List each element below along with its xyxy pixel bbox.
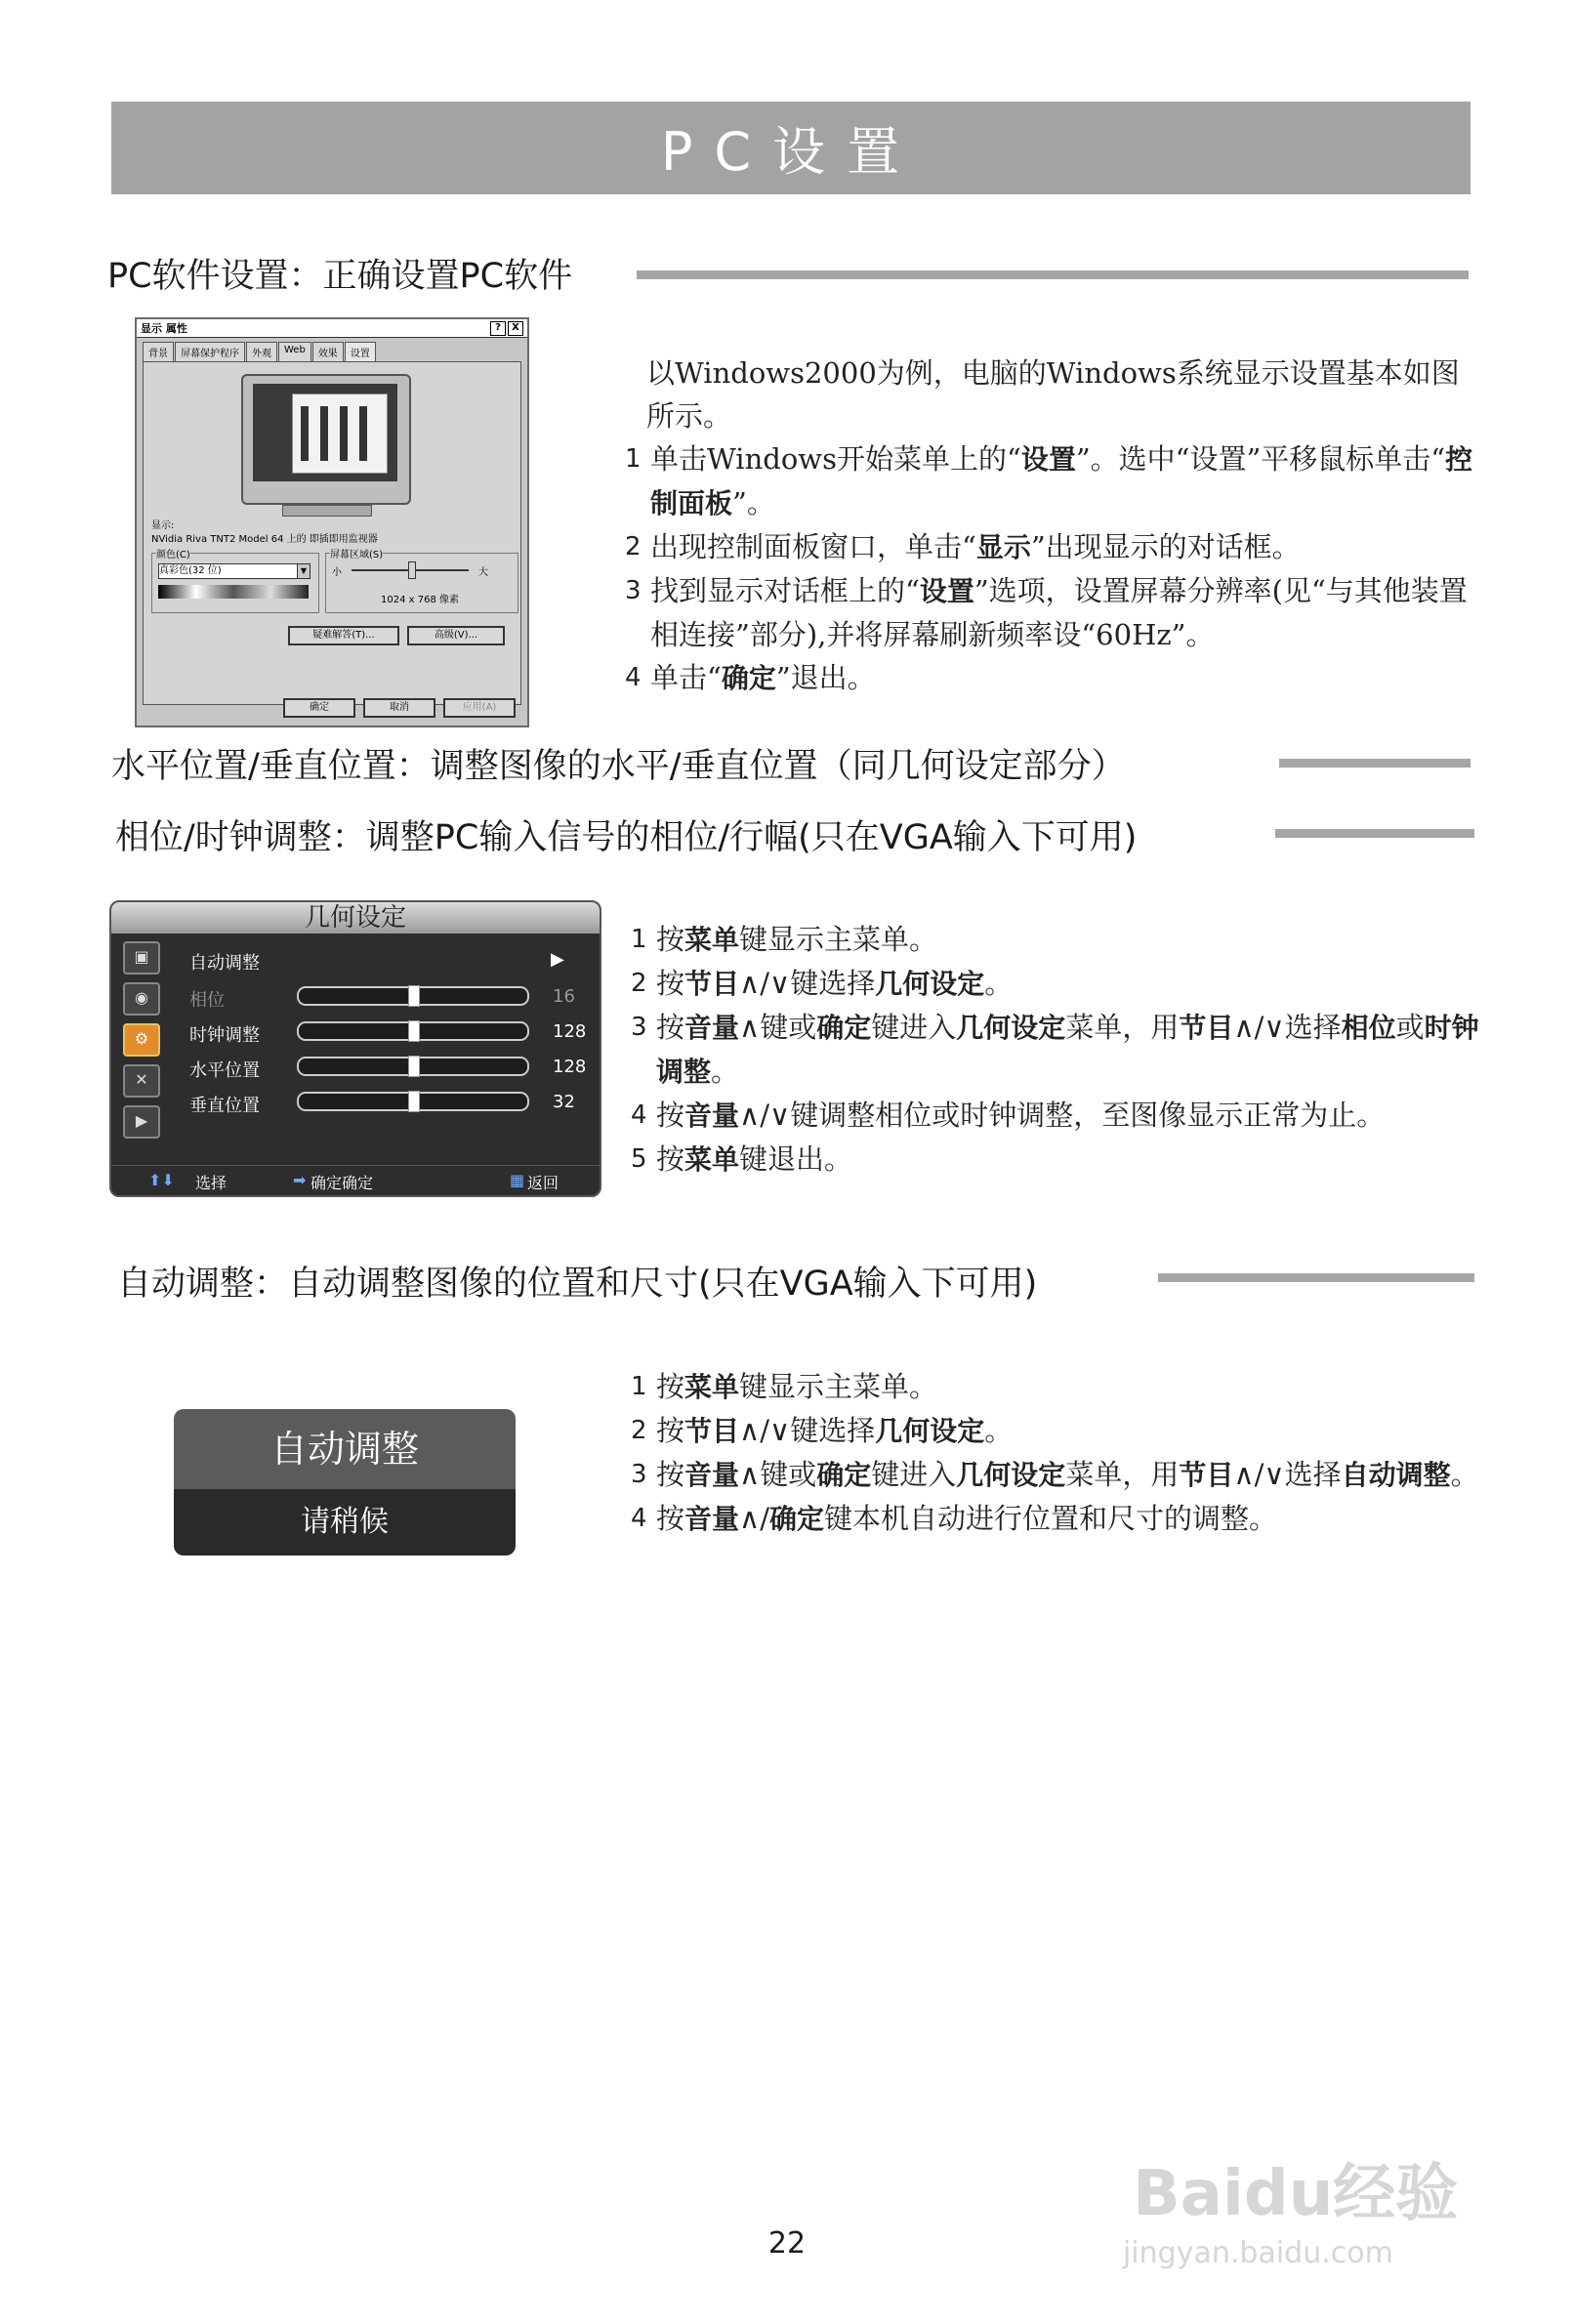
- step-text: ∧/: [739, 1502, 770, 1535]
- page-number: 22: [767, 2226, 807, 2261]
- osd-category-icons: [119, 941, 164, 1146]
- step-text: 键退出。: [739, 1142, 853, 1176]
- colors-value: 真彩色(32 位): [159, 565, 222, 576]
- step-keyword: 设置: [1020, 443, 1076, 476]
- list-item: [631, 1497, 1480, 1541]
- icon-grid-preview: [301, 406, 379, 461]
- intro-paragraph: 以Windows2000为例，电脑的Windows系统显示设置基本如图所示。: [646, 356, 1460, 433]
- osd-row-h-position[interactable]: [189, 1057, 260, 1082]
- step-text: 。: [711, 1055, 740, 1088]
- resolution-slider-thumb[interactable]: [408, 561, 416, 579]
- step-text: 按: [656, 1099, 685, 1132]
- geometry-osd-menu: [109, 900, 601, 1197]
- list-item: [631, 1453, 1480, 1497]
- step-keyword: 菜单: [684, 924, 740, 956]
- phase-value: 16: [553, 986, 575, 1007]
- list-item: [631, 962, 1480, 1006]
- list-item: [625, 656, 1474, 700]
- chevron-down-icon[interactable]: ▼: [297, 564, 310, 578]
- step-number: 5: [631, 1144, 647, 1174]
- auto-adjust-status: 请稍候: [174, 1489, 516, 1556]
- picture-icon[interactable]: ▣: [123, 941, 160, 975]
- colors-label: 颜色(C): [156, 546, 190, 560]
- step-text: 键本机自动进行位置和尺寸的调整。: [824, 1502, 1278, 1535]
- step-keyword: 自动调整: [1341, 1459, 1451, 1491]
- step-text: 键显示主菜单。: [739, 923, 938, 956]
- dialog-title: 显示 属性: [141, 322, 187, 335]
- page-banner: [111, 102, 1470, 194]
- step-text: ∧键或: [739, 1458, 817, 1491]
- step-text: 。: [984, 967, 1014, 1000]
- geometry-icon[interactable]: ⚙: [123, 1023, 160, 1057]
- step-keyword: 音量: [684, 1100, 740, 1132]
- step-keyword: 音量: [684, 1503, 740, 1535]
- step-keyword: 节目: [684, 968, 740, 1000]
- list-item: [625, 525, 1474, 569]
- step-keyword: 几何设定: [956, 1459, 1066, 1491]
- section1-text: [625, 352, 1474, 700]
- step-text: 按: [656, 1370, 685, 1403]
- list-item: [631, 1006, 1480, 1094]
- section-heading-auto-adjust: 自动调整：自动调整图像的位置和尺寸(只在VGA输入下可用): [117, 1265, 1038, 1304]
- step-text: 菜单，用: [1065, 1011, 1180, 1044]
- tab-appearance[interactable]: 外观: [246, 342, 277, 361]
- step-keyword: 确定: [769, 1503, 825, 1535]
- step-number: 1: [625, 444, 642, 474]
- tab-web[interactable]: Web: [278, 342, 311, 361]
- step-keyword: 节目: [1179, 1012, 1234, 1044]
- step-keyword: 几何设定: [875, 1415, 985, 1447]
- step-keyword: 确定: [721, 662, 776, 694]
- step-keyword: 音量: [684, 1012, 740, 1044]
- step-text: 找到显示对话框上的“: [650, 574, 920, 607]
- step-number: 4: [631, 1100, 647, 1130]
- section-heading-pc-software: PC软件设置：正确设置PC软件: [107, 257, 573, 296]
- step-text: 单击Windows开始菜单上的“: [650, 442, 1021, 476]
- ok-button[interactable]: 确定: [283, 698, 355, 718]
- area-large-label: 大: [478, 567, 488, 578]
- tab-effects[interactable]: 效果: [312, 342, 344, 361]
- osd-row-label: 相位: [189, 990, 225, 1011]
- step-keyword: 控制面板: [650, 443, 1473, 519]
- step-text: 按: [656, 1458, 685, 1491]
- step-number: 2: [631, 969, 647, 998]
- step-text: ∧/∨选择: [1233, 1458, 1342, 1491]
- resolution-value: 1024 x 768 像素: [381, 595, 459, 605]
- osd-row-clock[interactable]: [189, 1021, 260, 1047]
- advanced-button[interactable]: 高级(V)...: [407, 626, 505, 645]
- section-rule: [637, 270, 1469, 279]
- step-text: 按: [656, 923, 685, 956]
- step-keyword: 几何设定: [875, 968, 985, 1000]
- section4-steps: [631, 1365, 1480, 1541]
- monitor-stand: [282, 505, 372, 517]
- step-number: 4: [625, 663, 642, 692]
- step-text: 按: [656, 967, 685, 1000]
- footer-confirm-label: 确定确定: [311, 1174, 374, 1192]
- step-number: 1: [631, 925, 647, 954]
- step-number: 4: [631, 1504, 647, 1533]
- step-text: 按: [656, 1011, 685, 1044]
- footer-select-label: 选择: [195, 1174, 228, 1192]
- tools-icon[interactable]: ✕: [123, 1064, 160, 1098]
- step-text: ”选项，设置屏幕分辨率(见“与其他装置相连接”部分),并将屏幕刷新频率设“60Hz”。: [650, 574, 1468, 651]
- step-text: 键进入: [871, 1458, 957, 1491]
- watermark-brand: Baidu经验: [1133, 2158, 1459, 2230]
- tab-screensaver[interactable]: 屏幕保护程序: [175, 342, 245, 361]
- step-number: 3: [625, 576, 642, 605]
- step-keyword: 几何设定: [956, 1012, 1066, 1044]
- step-number: 3: [631, 1460, 647, 1489]
- display-properties-dialog: [135, 317, 529, 727]
- step-number: 2: [625, 532, 642, 561]
- display-label: 显示:: [151, 520, 175, 531]
- setup-icon[interactable]: ▶: [123, 1105, 160, 1139]
- step-text: ∧/∨键选择: [739, 967, 876, 1000]
- section-rule: [1279, 759, 1470, 768]
- footer-back-label: 返回: [527, 1174, 559, 1192]
- section-heading-position: 水平位置/垂直位置：调整图像的水平/垂直位置（同几何设定部分）: [111, 747, 1126, 786]
- step-text: 出现控制面板窗口，单击“: [650, 530, 976, 563]
- osd-row-label: 垂直位置: [189, 1096, 260, 1116]
- watermark-url: jingyan.baidu.com: [1123, 2236, 1393, 2270]
- osd-row-label: 时钟调整: [189, 1025, 260, 1046]
- step-text: 按: [656, 1502, 685, 1535]
- screen-area-label: 屏幕区域(S): [330, 546, 383, 560]
- clock-slider[interactable]: [297, 1021, 529, 1041]
- step-text: ∧/∨键选择: [739, 1414, 876, 1447]
- dialog-tabs: [137, 338, 527, 361]
- step-keyword: 音量: [684, 1459, 740, 1491]
- step-text: ∧键或: [739, 1011, 817, 1044]
- step-text: 或: [1395, 1011, 1425, 1044]
- v-position-slider-knob[interactable]: [408, 1091, 420, 1112]
- osd-row-phase[interactable]: [189, 986, 225, 1012]
- step-text: ”退出。: [775, 661, 876, 694]
- step-keyword: 节目: [684, 1415, 740, 1447]
- clock-value: 128: [553, 1021, 587, 1042]
- arrow-right-icon: ▶: [551, 949, 564, 970]
- step-text: 菜单，用: [1065, 1458, 1180, 1491]
- step-text: 按: [656, 1414, 685, 1447]
- auto-adjust-title: 自动调整: [174, 1409, 516, 1489]
- tab-background[interactable]: 背景: [143, 342, 174, 361]
- step-text: ∧/∨键调整相位或时钟调整，至图像显示正常为止。: [739, 1099, 1386, 1132]
- dialog-titlebar: [137, 319, 527, 338]
- step-number: 3: [631, 1013, 647, 1042]
- step-keyword: 节目: [1179, 1459, 1234, 1491]
- area-small-label: 小: [332, 567, 342, 578]
- step-keyword: 确定: [816, 1012, 872, 1044]
- osd-row-label: 水平位置: [189, 1060, 260, 1081]
- step-keyword: 设置: [919, 575, 974, 607]
- section-heading-phase-clock: 相位/时钟调整：调整PC输入信号的相位/行幅(只在VGA输入下可用): [115, 818, 1138, 857]
- settings-panel: [143, 361, 521, 705]
- monitor-screen: [253, 384, 397, 489]
- step-text: 。: [1450, 1458, 1479, 1491]
- step-keyword: 时钟调整: [656, 1012, 1479, 1088]
- close-button[interactable]: X: [508, 321, 523, 336]
- adapter-name: NVidia Riva TNT2 Model 64 上的 即插即用监视器: [151, 534, 378, 545]
- step-text: ”。: [732, 486, 775, 519]
- step-keyword: 菜单: [684, 1143, 740, 1176]
- auto-adjust-popup: [174, 1409, 516, 1556]
- monitor-preview: [241, 374, 411, 505]
- troubleshoot-button[interactable]: 疑难解答(T)...: [288, 626, 399, 645]
- color-bar-preview: [158, 585, 309, 599]
- section3-steps: [631, 918, 1480, 1182]
- step-keyword: 确定: [816, 1459, 872, 1491]
- clock-slider-knob[interactable]: [408, 1020, 420, 1042]
- step-text: 键进入: [871, 1011, 957, 1044]
- colors-group: [151, 550, 319, 613]
- menu-icon: ▦: [510, 1171, 525, 1189]
- osd-title: 几何设定: [111, 902, 600, 934]
- help-button[interactable]: ?: [490, 321, 506, 336]
- osd-footer: [111, 1165, 600, 1195]
- h-position-slider[interactable]: [297, 1057, 529, 1076]
- arrow-right-icon: ➡: [293, 1171, 307, 1189]
- page-title: PC设置: [660, 121, 922, 183]
- step-text: 单击“: [650, 661, 722, 694]
- list-item: [631, 1138, 1480, 1182]
- phase-slider-knob[interactable]: [408, 985, 420, 1007]
- tab-settings[interactable]: 设置: [345, 342, 376, 361]
- h-position-value: 128: [553, 1057, 587, 1077]
- list-item: [625, 569, 1474, 656]
- section-rule: [1158, 1273, 1474, 1282]
- section-rule: [1275, 829, 1474, 838]
- phase-slider[interactable]: [297, 986, 529, 1006]
- taskbar-preview: [253, 481, 397, 489]
- osd-row-auto-adjust[interactable]: [189, 949, 260, 975]
- v-position-slider[interactable]: [297, 1092, 529, 1111]
- step-text: 。: [984, 1414, 1014, 1447]
- step-keyword: 相位: [1341, 1012, 1396, 1044]
- step-number: 2: [631, 1416, 647, 1445]
- up-down-arrow-icon: ⬆⬇: [148, 1171, 175, 1189]
- osd-row-v-position[interactable]: [189, 1092, 260, 1117]
- list-item: [631, 1094, 1480, 1138]
- step-text: ”出现显示的对话框。: [1030, 530, 1301, 563]
- apply-button[interactable]: 应用(A): [443, 698, 516, 718]
- step-text: 键显示主菜单。: [739, 1370, 938, 1403]
- sound-icon[interactable]: ◉: [123, 982, 160, 1016]
- list-item: [631, 918, 1480, 962]
- step-keyword: 显示: [975, 531, 1031, 563]
- step-number: 1: [631, 1372, 647, 1401]
- step-text: ”。选中“设置”平移鼠标单击“: [1075, 442, 1446, 476]
- list-item: [631, 1409, 1480, 1453]
- list-item: [631, 1365, 1480, 1409]
- screen-area-group: [325, 550, 518, 613]
- list-item: [625, 437, 1474, 525]
- step-text: 按: [656, 1142, 685, 1176]
- osd-row-label: 自动调整: [189, 953, 260, 974]
- v-position-value: 32: [553, 1092, 575, 1112]
- colors-select[interactable]: [158, 563, 311, 579]
- cancel-button[interactable]: 取消: [363, 698, 435, 718]
- desktop-window-preview: [292, 394, 388, 474]
- step-keyword: 菜单: [684, 1371, 740, 1403]
- h-position-slider-knob[interactable]: [408, 1056, 420, 1077]
- step-text: ∧/∨选择: [1233, 1011, 1342, 1044]
